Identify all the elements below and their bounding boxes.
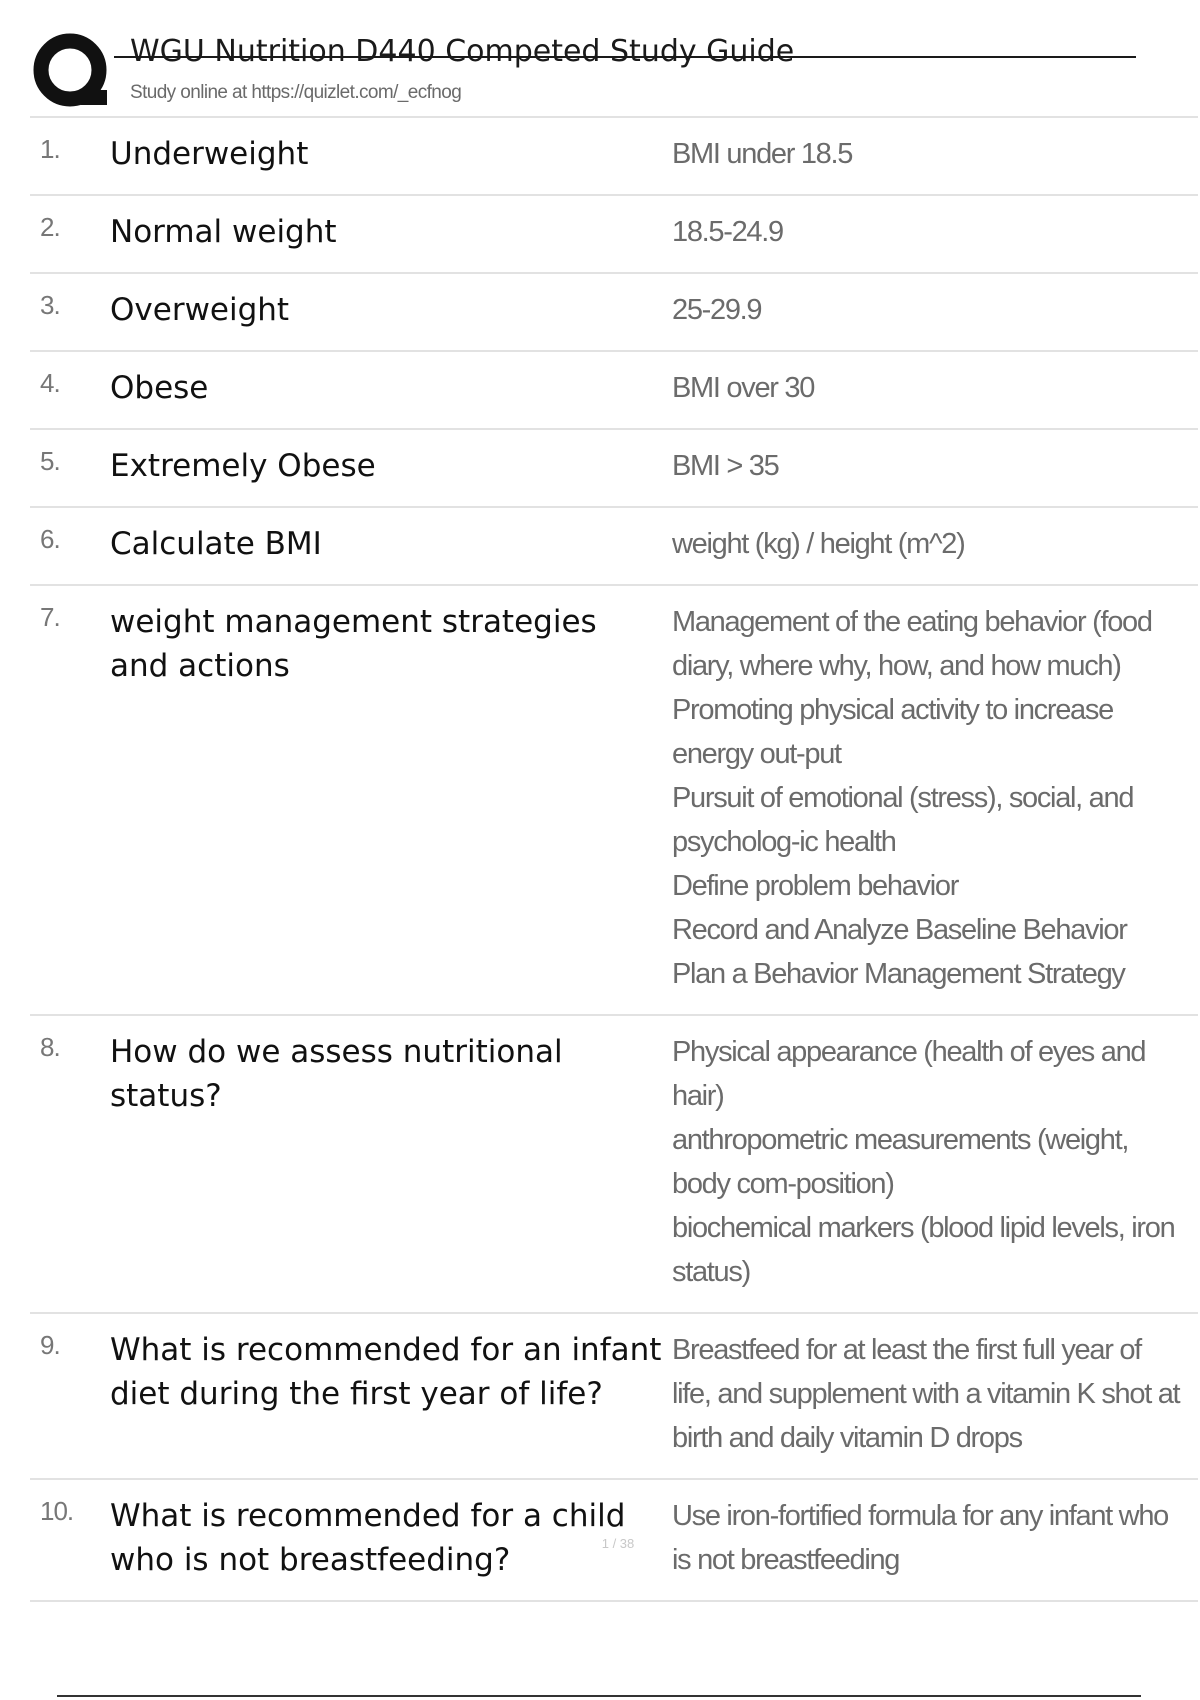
card-definition [672,132,1198,176]
card-definition [672,444,1198,488]
card-number: 4. [40,368,60,398]
definition-line: 25-29.9 [672,294,762,326]
card-definition [672,600,1198,996]
card-term: How do we assess nutritional status? [110,1034,563,1114]
card-number: 9. [40,1330,60,1360]
card-term: Calculate BMI [110,526,322,562]
definition-line: Plan a Behavior Management Strategy [672,958,1125,990]
flashcard-row [30,196,1198,274]
flashcard-row [30,118,1198,196]
card-definition [672,1328,1198,1460]
card-definition [672,288,1198,332]
card-number: 1. [40,134,60,164]
card-definition [672,522,1198,566]
card-term: Overweight [110,292,290,328]
flashcard-row [30,274,1198,352]
document-subtitle: Study online at https://quizlet.com/_ecfnog [130,82,462,103]
definition-line: Pursuit of emotional (stress), social, and psycholog-ic health [672,782,1134,858]
definition-line: 18.5-24.9 [672,216,783,248]
definition-line: BMI under 18.5 [672,138,853,170]
definition-line: Record and Analyze Baseline Behavior [672,914,1127,946]
definition-line: Management of the eating behavior (food diary, where why, how, and how much) [672,606,1152,682]
card-term: Obese [110,370,209,406]
card-definition [672,366,1198,410]
definition-line: Use iron-fortified formula for any infant who is not breastfeeding [672,1500,1168,1576]
card-term: Normal weight [110,214,337,250]
definition-line: BMI over 30 [672,372,815,404]
definition-line: Breastfeed for at least the first full year of life, and supplement with a vitamin K shot at birth and daily vitamin D drops [672,1334,1180,1454]
card-definition [672,210,1198,254]
card-definition [672,1030,1198,1294]
page-number: 1 / 38 [601,1536,635,1551]
bottom-rule [57,1695,1141,1697]
card-term: Extremely Obese [110,448,376,484]
card-term: weight management strategies and actions [110,604,597,684]
document-header [30,28,1150,118]
document-title: WGU Nutrition D440 Competed Study Guide [130,34,795,69]
flashcard-row [30,352,1198,430]
definition-line: weight (kg) / height (m^2) [672,528,965,560]
flashcard-row [30,1016,1198,1314]
flashcard-list [30,116,1198,1602]
definition-line: Physical appearance (health of eyes and hair) [672,1036,1146,1112]
card-number: 2. [40,212,60,242]
flashcard-row [30,430,1198,508]
card-number: 10. [40,1496,74,1526]
card-term: What is recommended for an infant diet during the first year of life? [110,1332,662,1412]
card-number: 5. [40,446,60,476]
flashcard-row [30,586,1198,1016]
definition-line: BMI > 35 [672,450,779,482]
quizlet-logo-icon [33,32,113,112]
definition-line: Define problem behavior [672,870,959,902]
flashcard-row [30,1314,1198,1480]
definition-line: biochemical markers (blood lipid levels, iron status) [672,1212,1175,1288]
card-number: 8. [40,1032,60,1062]
definition-line: Promoting physical activity to increase energy out-put [672,694,1113,770]
definition-line: anthropometric measurements (weight, body com-position) [672,1124,1129,1200]
card-term: What is recommended for a child who is not breastfeeding? [110,1498,626,1578]
flashcard-row [30,508,1198,586]
card-number: 3. [40,290,60,320]
card-number: 6. [40,524,60,554]
card-term: Underweight [110,136,309,172]
card-number: 7. [40,602,60,632]
